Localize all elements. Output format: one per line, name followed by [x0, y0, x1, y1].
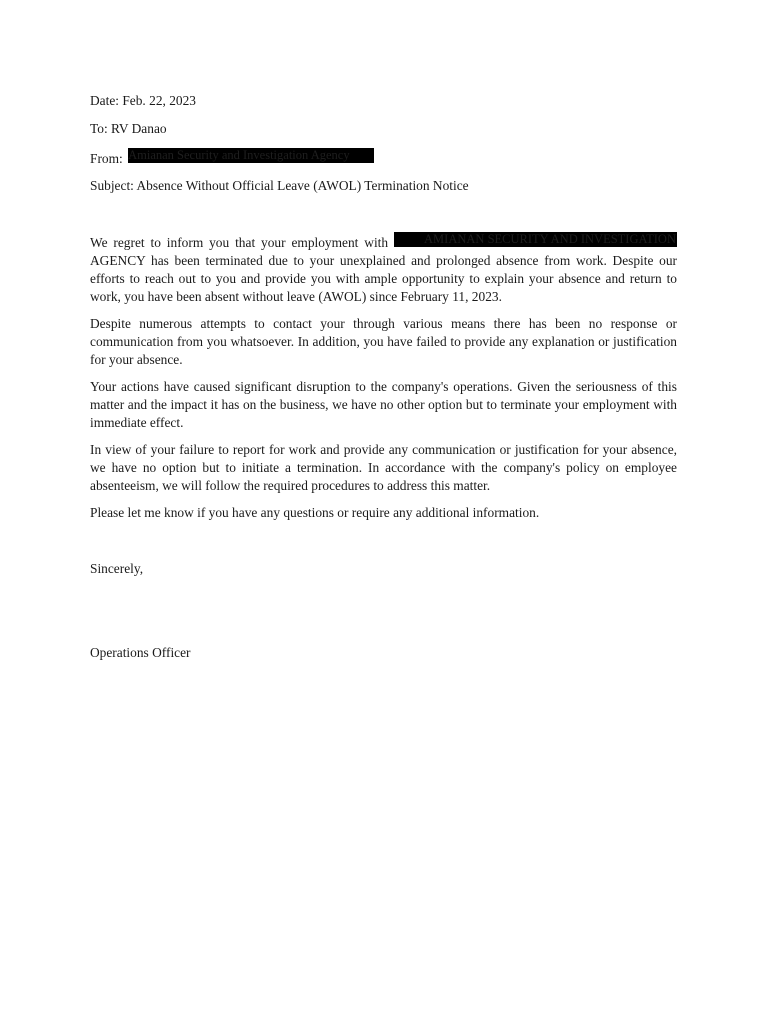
from-label: From: — [90, 151, 123, 166]
sender-line — [90, 148, 374, 167]
letter-body — [90, 232, 677, 531]
date-line: Date: Feb. 22, 2023 — [90, 93, 196, 108]
paragraph-4: In view of your failure to report for work and provide any communication or justification for your absence, we have no option but to initiate a termination. In accordance with the company's policy on employee absenteeism, we will follow the required procedures to address this matter. — [90, 442, 677, 493]
paragraph-5: Please let me know if you have any questions or require any additional information. — [90, 505, 540, 520]
paragraph-1-intro: We regret to inform you that your employment with — [90, 235, 389, 250]
subject-line: Subject: Absence Without Official Leave (AWOL) Termination Notice — [90, 178, 469, 193]
paragraph-2: Despite numerous attempts to contact your through various means there has been no response or communication from you whatsoever. In addition, you have failed to provide any explanation or justification for your absence. — [90, 316, 677, 367]
paragraph-3: Your actions have caused significant disruption to the company's operations. Given the seriousness of this matter and the impact it has on the business, we have no other option but to terminate your employment with immediate effect. — [90, 379, 677, 430]
redacted-sender-name: Amianan Security and Investigation Agency — [128, 148, 374, 163]
paragraph-1 — [90, 232, 677, 306]
recipient-line: To: RV Danao — [90, 121, 167, 136]
closing-salutation: Sincerely, — [90, 561, 144, 576]
paragraph-1-rest: AGENCY has been terminated due to your unexplained and prolonged absence from work. Despite our efforts to reach out to you and provide you with ample opportunity to explain your absence and return to work, you have been absent without leave (AWOL) since February 11, 2023. — [90, 253, 677, 304]
signatory-title: Operations Officer — [90, 645, 191, 660]
redacted-company-name: AMIANAN SECURITY AND INVESTIGATION — [394, 232, 677, 247]
